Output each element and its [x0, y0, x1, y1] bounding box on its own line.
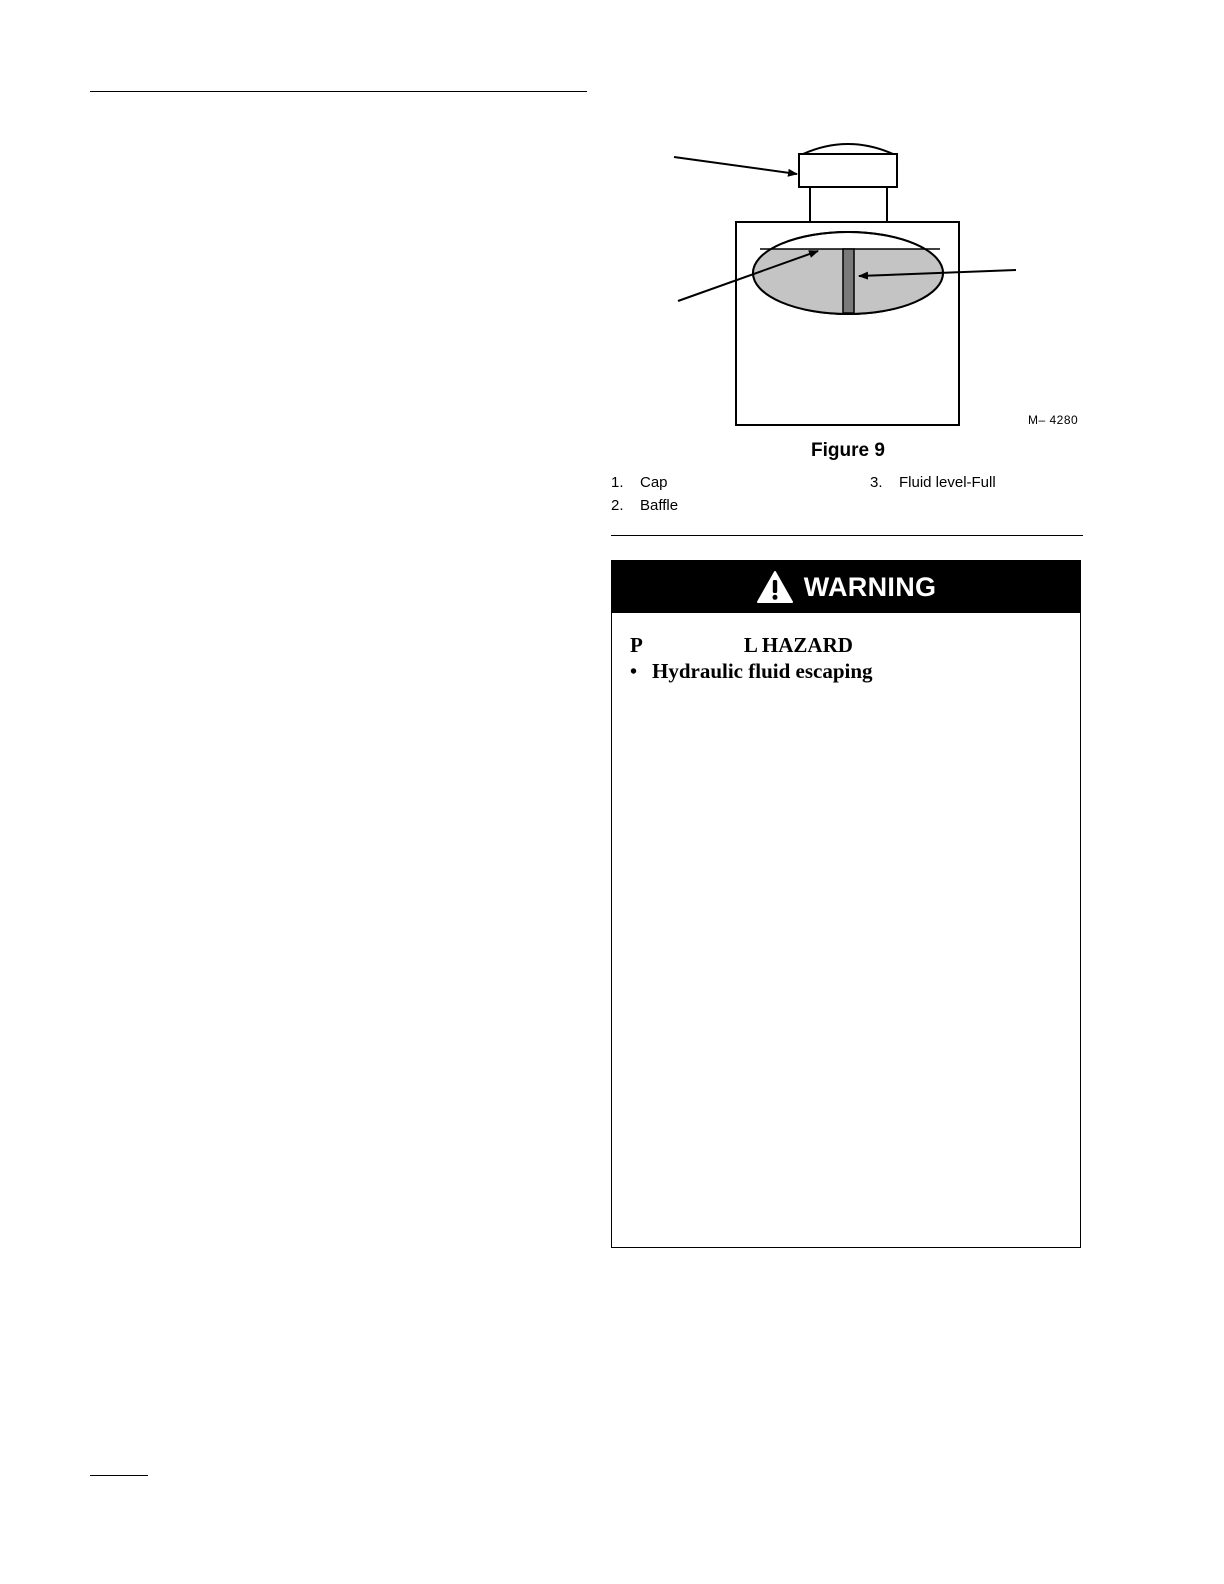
legend-number: 1.	[611, 474, 624, 491]
cap	[799, 154, 897, 187]
warning-bullet-text: Hydraulic fluid escaping	[652, 659, 873, 683]
legend-number: 2.	[611, 497, 624, 514]
warning-triangle-icon	[756, 570, 794, 604]
legend-label: Baffle	[640, 497, 679, 514]
warning-box	[611, 560, 1081, 1248]
legend-number: 3.	[870, 474, 883, 491]
footer-rule	[90, 1475, 148, 1476]
hazard-heading-end: L HAZARD	[743, 633, 853, 657]
cap-dome	[803, 144, 893, 154]
tank-neck	[810, 187, 887, 222]
warning-body	[612, 613, 1080, 684]
section-rule	[611, 535, 1083, 536]
legend-item-fluid-level	[870, 474, 996, 491]
figure-title: Figure 9	[811, 440, 885, 461]
legend-label: Cap	[640, 474, 668, 491]
legend-label: Fluid level-Full	[899, 474, 996, 491]
warning-header	[612, 561, 1080, 613]
warning-bullet	[630, 659, 1080, 684]
warning-title: WARNING	[803, 571, 937, 602]
leader-cap	[674, 157, 797, 174]
bullet-icon: •	[630, 661, 638, 683]
top-rule	[90, 91, 587, 92]
hazard-heading-start: P	[630, 633, 643, 657]
reservoir-diagram	[600, 130, 1100, 440]
baffle	[843, 249, 854, 313]
legend-item-cap	[611, 474, 668, 491]
legend-item-baffle	[611, 497, 678, 514]
hazard-heading	[630, 633, 1080, 659]
figure-code: M– 4280	[1028, 413, 1079, 427]
